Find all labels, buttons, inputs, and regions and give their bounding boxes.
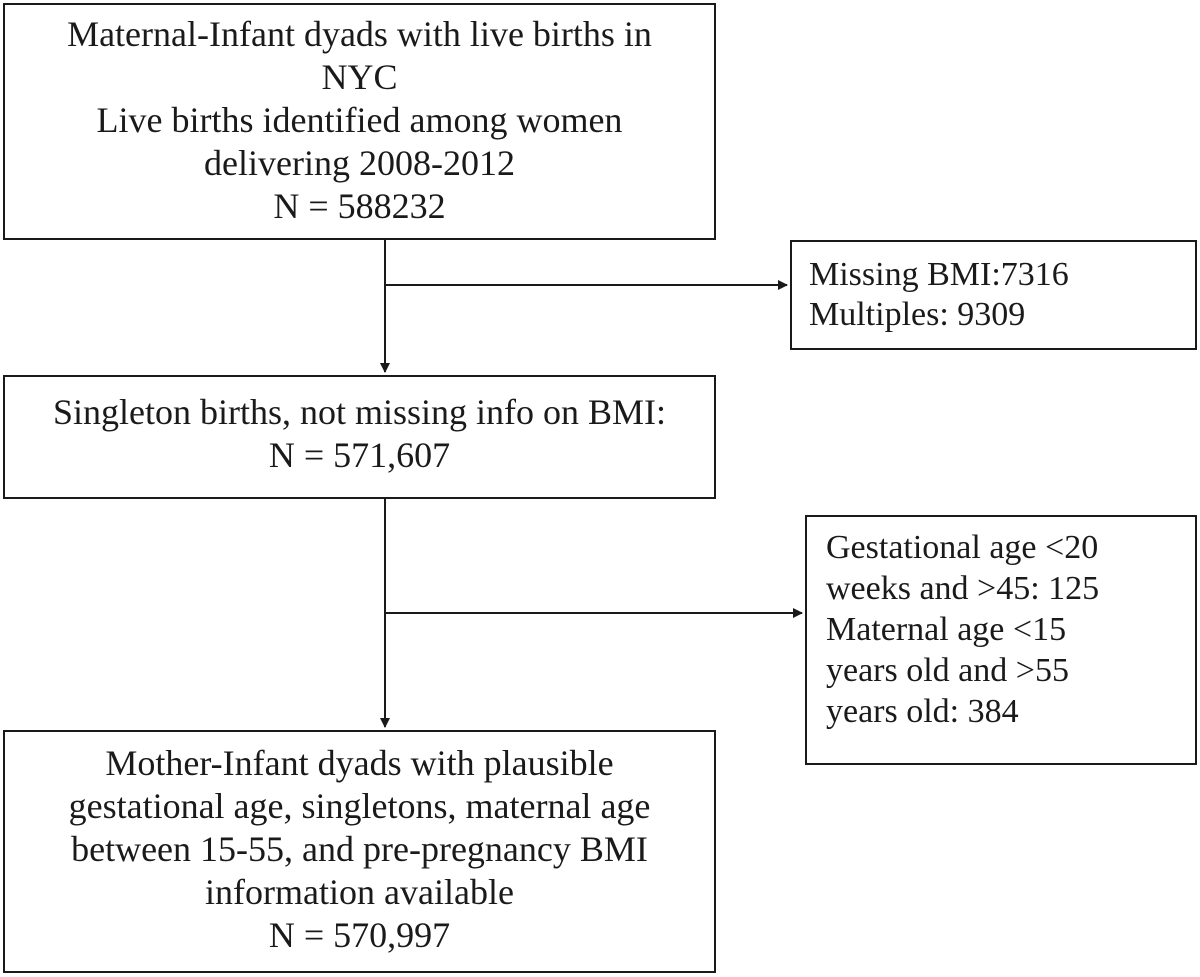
middle-box-line: Singleton births, not missing info on BMI: xyxy=(52,392,667,432)
final-box-line: between 15-55, and pre-pregnancy BMI xyxy=(71,829,648,869)
final-box-line: Mother-Infant dyads with plausible xyxy=(105,743,614,783)
start-cohort-box xyxy=(3,3,716,240)
final-cohort-box xyxy=(3,730,716,973)
exclusion-1-line: Missing BMI:7316 xyxy=(809,256,1069,293)
final-box-count: N = 570,997 xyxy=(268,915,451,955)
exclusion-2-line: years old: 384 xyxy=(826,693,1019,730)
exclusion-2-line: weeks and >45: 125 xyxy=(826,570,1100,607)
start-box-count: N = 588232 xyxy=(273,186,446,226)
singleton-births-box xyxy=(3,375,716,499)
start-box-line: Live births identified among women xyxy=(96,100,623,140)
start-box-line: NYC xyxy=(321,57,398,97)
exclusion-box-2 xyxy=(805,515,1197,765)
exclusion-box-1 xyxy=(790,240,1197,350)
exclusion-2-line: Gestational age <20 xyxy=(826,529,1099,566)
start-box-line: Maternal-Infant dyads with live births in xyxy=(67,14,652,54)
final-box-line: information available xyxy=(205,872,514,912)
exclusion-2-line: years old and >55 xyxy=(826,652,1069,689)
exclusion-1-line: Multiples: 9309 xyxy=(809,296,1026,333)
start-box-line: delivering 2008-2012 xyxy=(204,143,515,183)
exclusion-2-line: Maternal age <15 xyxy=(826,611,1067,648)
final-box-line: gestational age, singletons, maternal age xyxy=(68,786,651,826)
middle-box-count: N = 571,607 xyxy=(268,435,451,475)
